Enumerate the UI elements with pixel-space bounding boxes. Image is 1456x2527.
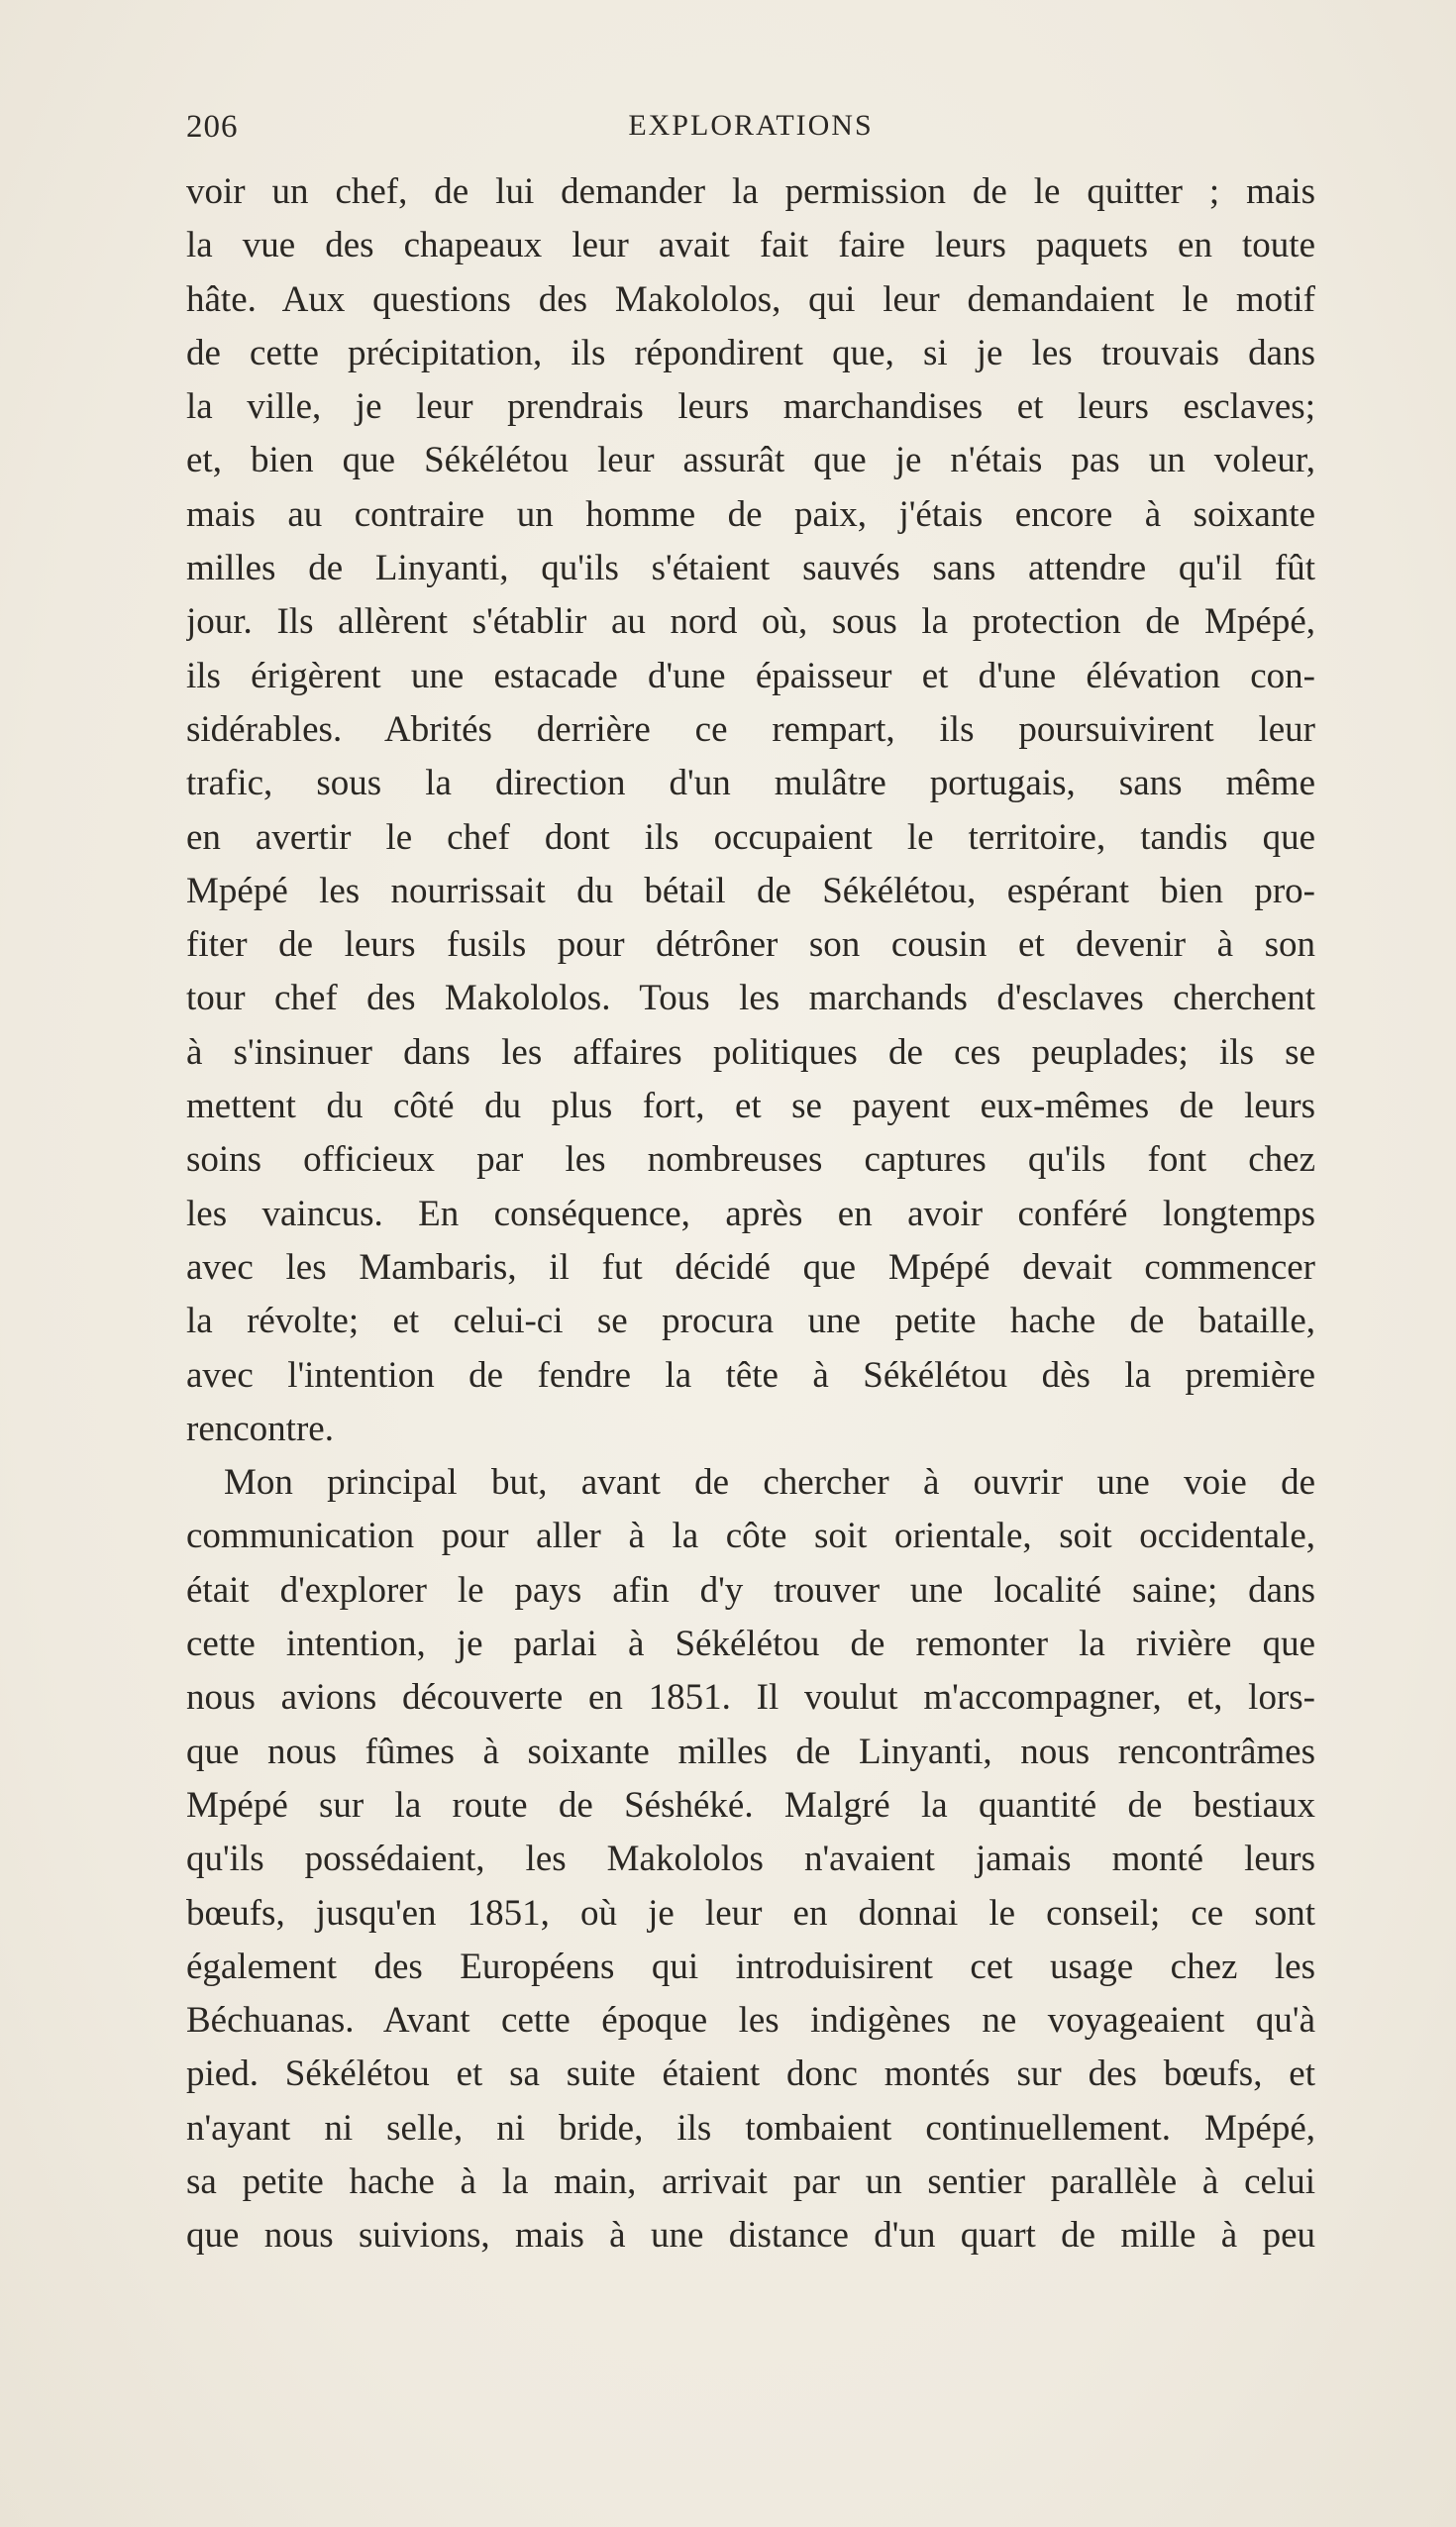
page-number: 206: [186, 109, 239, 145]
text-line: nous avions découverte en 1851. Il voulut m'accompagner, et, lors-: [186, 1677, 1315, 1719]
text-line: tour chef des Makololos. Tous les marchands d'esclaves cherchent: [186, 978, 1315, 1019]
text-line: communication pour aller à la côte soit orientale, soit occidentale,: [186, 1516, 1315, 1557]
text-line: la révolte; et celui-ci se procura une petite hache de bataille,: [186, 1301, 1315, 1342]
text-line: rencontre.: [186, 1408, 334, 1449]
text-line: fiter de leurs fusils pour détrôner son cousin et devenir à son: [186, 924, 1315, 966]
text-line: en avertir le chef dont ils occupaient le territoire, tandis que: [186, 816, 1315, 858]
text-line: à s'insinuer dans les affaires politiques de ces peuplades; ils se: [186, 1031, 1315, 1073]
text-line: soins officieux par les nombreuses captures qu'ils font chez: [186, 1139, 1315, 1181]
text-line: que nous suivions, mais à une distance d'un quart de mille à peu: [186, 2215, 1315, 2257]
text-line: et, bien que Sékélétou leur assurât que je n'étais pas un voleur,: [186, 440, 1315, 481]
text-line: avec l'intention de fendre la tête à Sékélétou dès la première: [186, 1354, 1315, 1396]
text-line: bœufs, jusqu'en 1851, où je leur en donnai le conseil; ce sont: [186, 1892, 1315, 1934]
text-line: sa petite hache à la main, arrivait par un sentier parallèle à celui: [186, 2160, 1315, 2202]
text-line: qu'ils possédaient, les Makololos n'avaient jamais monté leurs: [186, 1839, 1315, 1880]
body-text: [186, 165, 1315, 2264]
text-line: hâte. Aux questions des Makololos, qui leur demandaient le motif: [186, 278, 1315, 320]
text-line: était d'explorer le pays afin d'y trouver une localité saine; dans: [186, 1569, 1315, 1611]
text-line: la vue des chapeaux leur avait fait faire leurs paquets en toute: [186, 225, 1315, 266]
text-line: les vaincus. En conséquence, après en avoir conféré longtemps: [186, 1193, 1315, 1234]
text-line: pied. Sékélétou et sa suite étaient donc montés sur des bœufs, et: [186, 2053, 1315, 2095]
text-line: Mpépé les nourrissait du bétail de Sékélétou, espérant bien pro-: [186, 870, 1315, 911]
text-line: également des Européens qui introduisirent cet usage chez les: [186, 1946, 1315, 1987]
text-line: trafic, sous la direction d'un mulâtre portugais, sans même: [186, 763, 1315, 804]
text-line: ils érigèrent une estacade d'une épaisseur et d'une élévation con-: [186, 655, 1315, 696]
running-title: EXPLORATIONS: [628, 109, 874, 142]
running-head: [186, 109, 1315, 151]
text-line: voir un chef, de lui demander la permission de le quitter ; mais: [186, 171, 1315, 212]
text-line: sidérables. Abrités derrière ce rempart, ils poursuivirent leur: [186, 708, 1315, 750]
text-line: de cette précipitation, ils répondirent que, si je les trouvais dans: [186, 332, 1315, 373]
text-line: Béchuanas. Avant cette époque les indigènes ne voyageaient qu'à: [186, 2000, 1315, 2042]
text-line: que nous fûmes à soixante milles de Linyanti, nous rencontrâmes: [186, 1731, 1315, 1772]
text-line: Mpépé sur la route de Séshéké. Malgré la quantité de bestiaux: [186, 1784, 1315, 1826]
text-line: cette intention, je parlai à Sékélétou de remonter la rivière que: [186, 1624, 1315, 1665]
text-line: mais au contraire un homme de paix, j'étais encore à soixante: [186, 493, 1315, 535]
text-line: jour. Ils allèrent s'établir au nord où, sous la protection de Mpépé,: [186, 601, 1315, 643]
text-line: milles de Linyanti, qu'ils s'étaient sauvés sans attendre qu'il fût: [186, 548, 1315, 589]
text-line: n'ayant ni selle, ni bride, ils tombaient continuellement. Mpépé,: [186, 2107, 1315, 2149]
text-line: Mon principal but, avant de chercher à ouvrir une voie de: [224, 1462, 1315, 1504]
text-line: mettent du côté du plus fort, et se payent eux-mêmes de leurs: [186, 1086, 1315, 1127]
text-line: la ville, je leur prendrais leurs marchandises et leurs esclaves;: [186, 386, 1315, 428]
text-line: avec les Mambaris, il fut décidé que Mpépé devait commencer: [186, 1246, 1315, 1288]
